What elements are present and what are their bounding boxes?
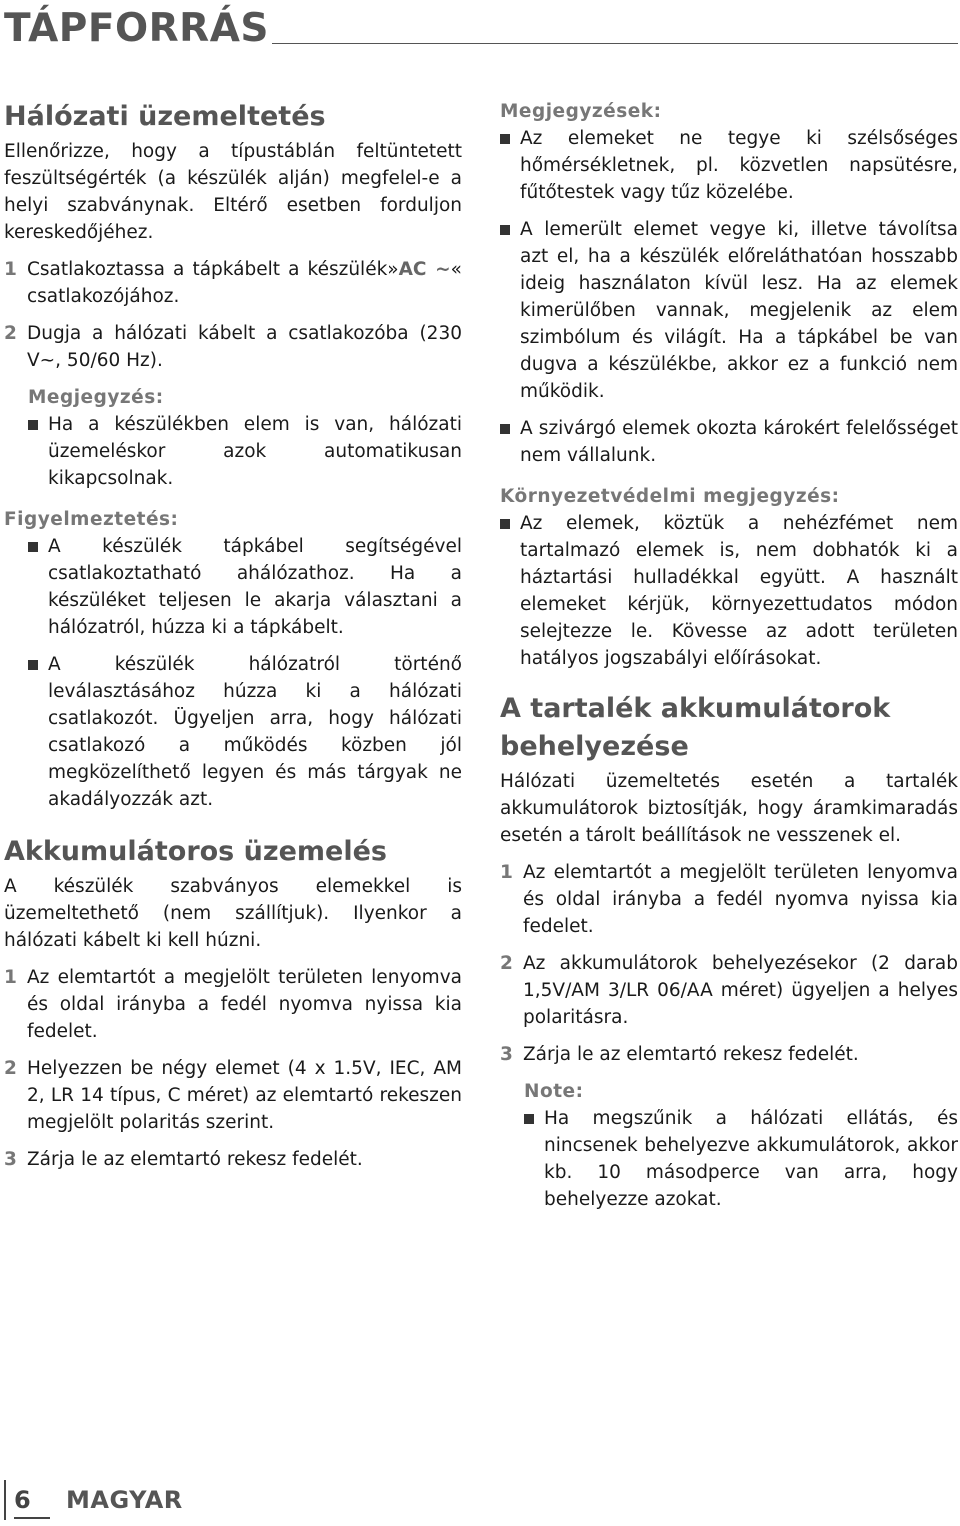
page-footer [4,1478,304,1522]
section-heading-battery: Akkumulátoros üzemelés [4,836,387,867]
page-header [4,6,960,52]
bullet-square-icon [28,651,48,678]
paragraph-battery-intro: A készülék szabványos elemekkel is üzemeltethető (nem szállítjuk). Ilyenkor a hálózati kábelt ki kell húzni. [4,876,462,951]
step-text: Dugja a hálózati kábelt a csatlakozóba (230 V~, 50/60 Hz). [27,323,462,371]
step-text: Az elemtartót a megjelölt területen lenyomva és oldal irányba a fedél nyomva nyissa kia fedelet. [523,862,958,937]
note-block [28,384,462,492]
bullet-item [500,125,958,206]
warning-block [4,506,462,813]
notes-heading: Megjegyzések: [500,101,662,122]
note-block [524,1078,958,1213]
bullet-item [28,411,462,492]
bullet-square-icon [524,1105,544,1132]
bullet-square-icon [28,533,48,560]
environment-block [500,483,958,672]
bullet-text: Az elemek, köztük a nehézfémet nem tartalmazó elemek is, nem dobhatók ki a háztartási hulladékkal együtt. A használt elemeket kérjük, környezettudatos módon selejtezze le. Kövesse az adott területen hatályos jogszabályi előírásokat. [520,513,958,669]
footer-language: MAGYAR [66,1486,183,1514]
paragraph-backup-intro: Hálózati üzemeltetés esetén a tartalék akkumulátorok biztosítják, hogy áramkimaradás esetén a tárolt beállítások ne vesszenek el. [500,771,958,846]
step-number: 1 [4,259,17,280]
bullet-square-icon [500,125,520,152]
notes-block [500,98,958,469]
step-number: 1 [500,862,513,883]
step-item [500,950,958,1031]
note-heading: Megjegyzés: [28,387,164,408]
step-item [500,1041,958,1068]
page-number: 6 [14,1486,31,1514]
title-rule [272,43,958,44]
bullet-square-icon [500,216,520,243]
step-number: 3 [500,1044,513,1065]
step-number: 3 [4,1149,17,1170]
footer-bar [4,1480,6,1520]
paragraph-mains-intro: Ellenőrizze, hogy a típustáblán feltüntetett feszültségérték (a készülék alján) megfelel-e a helyi szabványnak. Eltérő esetben forduljon kereskedőjéhez. [4,141,462,243]
section-heading-backup: A tartalék akkumulátorok behelyezése [500,693,891,762]
warning-heading: Figyelmeztetés: [4,509,179,530]
step-text: Zárja le az elemtartó rekesz fedelét. [523,1044,859,1065]
ac-symbol: AC ~ [398,259,451,280]
step-number: 1 [4,967,17,988]
step-text: Az elemtartót a megjelölt területen lenyomva és oldal irányba a fedél nyomva nyissa kia fedelet. [27,967,462,1042]
bullet-text: A készülék hálózatról történő leválasztásához húzza ki a hálózati csatlakozót. Ügyeljen arra, hogy hálózati csatlakozó a működés közben jól megközelíthető legyen és más tárgyak ne akadályozzák azt. [48,654,462,810]
right-column [500,98,958,1223]
step-text: Helyezzen be négy elemet (4 x 1.5V, IEC, AM 2, LR 14 típus, C méret) az elemtartó rekeszen megjelölt polaritás szerint. [27,1058,462,1133]
bullet-text: Ha megszűnik a hálózati ellátás, és nincsenek behelyezve akkumulátorok, akkor kb. 10 másodperce van arra, hogy behelyezze azokat. [544,1108,958,1210]
bullet-square-icon [28,411,48,438]
note-heading: Note: [524,1081,584,1102]
bullet-text: Ha a készülékben elem is van, hálózati üzemeléskor azok automatikusan kikapcsolnak. [48,414,462,489]
step-text: Csatlakoztassa a tápkábelt a készülék»AC ~« csatlakozójához. [27,259,462,307]
bullet-text: A készülék tápkábel segítségével csatlakoztatható ahálózathoz. Ha a készüléket teljesen le akarja választani a hálózatról, húzza ki a tápkábelt. [48,536,462,638]
step-number: 2 [4,1058,17,1079]
step-item [4,1055,462,1136]
bullet-item [524,1105,958,1213]
bullet-text: A szivárgó elemek okozta károkért felelősséget nem vállalunk. [520,418,958,466]
environment-heading: Környezetvédelmi megjegyzés: [500,486,840,507]
step-number: 2 [500,953,513,974]
step-text: Az akkumulátorok behelyezésekor (2 darab 1,5V/AM 3/LR 06/AA méret) ügyeljen a helyes polaritásra. [523,953,958,1028]
step-item [4,964,462,1045]
page-title: TÁPFORRÁS [4,6,269,51]
bullet-square-icon [500,510,520,537]
step-number: 2 [4,323,17,344]
bullet-square-icon [500,415,520,442]
bullet-item [500,216,958,405]
step-item [4,1146,462,1173]
bullet-text: A lemerült elemet vegye ki, illetve távolítsa azt el, ha a készülék előreláthatóan hosszabb ideig használaton kívül lesz. Ha az elemek kimerülőben vannak, megjelenik az elem szimbólum és világít. Ha a tápkábel be van dugva a készülékbe, akkor ez a funkció nem működik. [520,219,958,402]
bullet-item [500,415,958,469]
bullet-item [28,651,462,813]
bullet-text: Az elemeket ne tegye ki szélsőséges hőmérsékletnek, pl. közvetlen napsütésre, fűtőtestek vagy tűz közelébe. [520,128,958,203]
bullet-item [500,510,958,672]
step-item [4,256,462,310]
step-item [4,320,462,374]
left-column [4,98,462,1183]
step-item [500,859,958,940]
page-number-underline [14,1517,50,1519]
bullet-item [28,533,462,641]
section-heading-mains: Hálózati üzemeltetés [4,101,326,132]
step-text: Zárja le az elemtartó rekesz fedelét. [27,1149,363,1170]
